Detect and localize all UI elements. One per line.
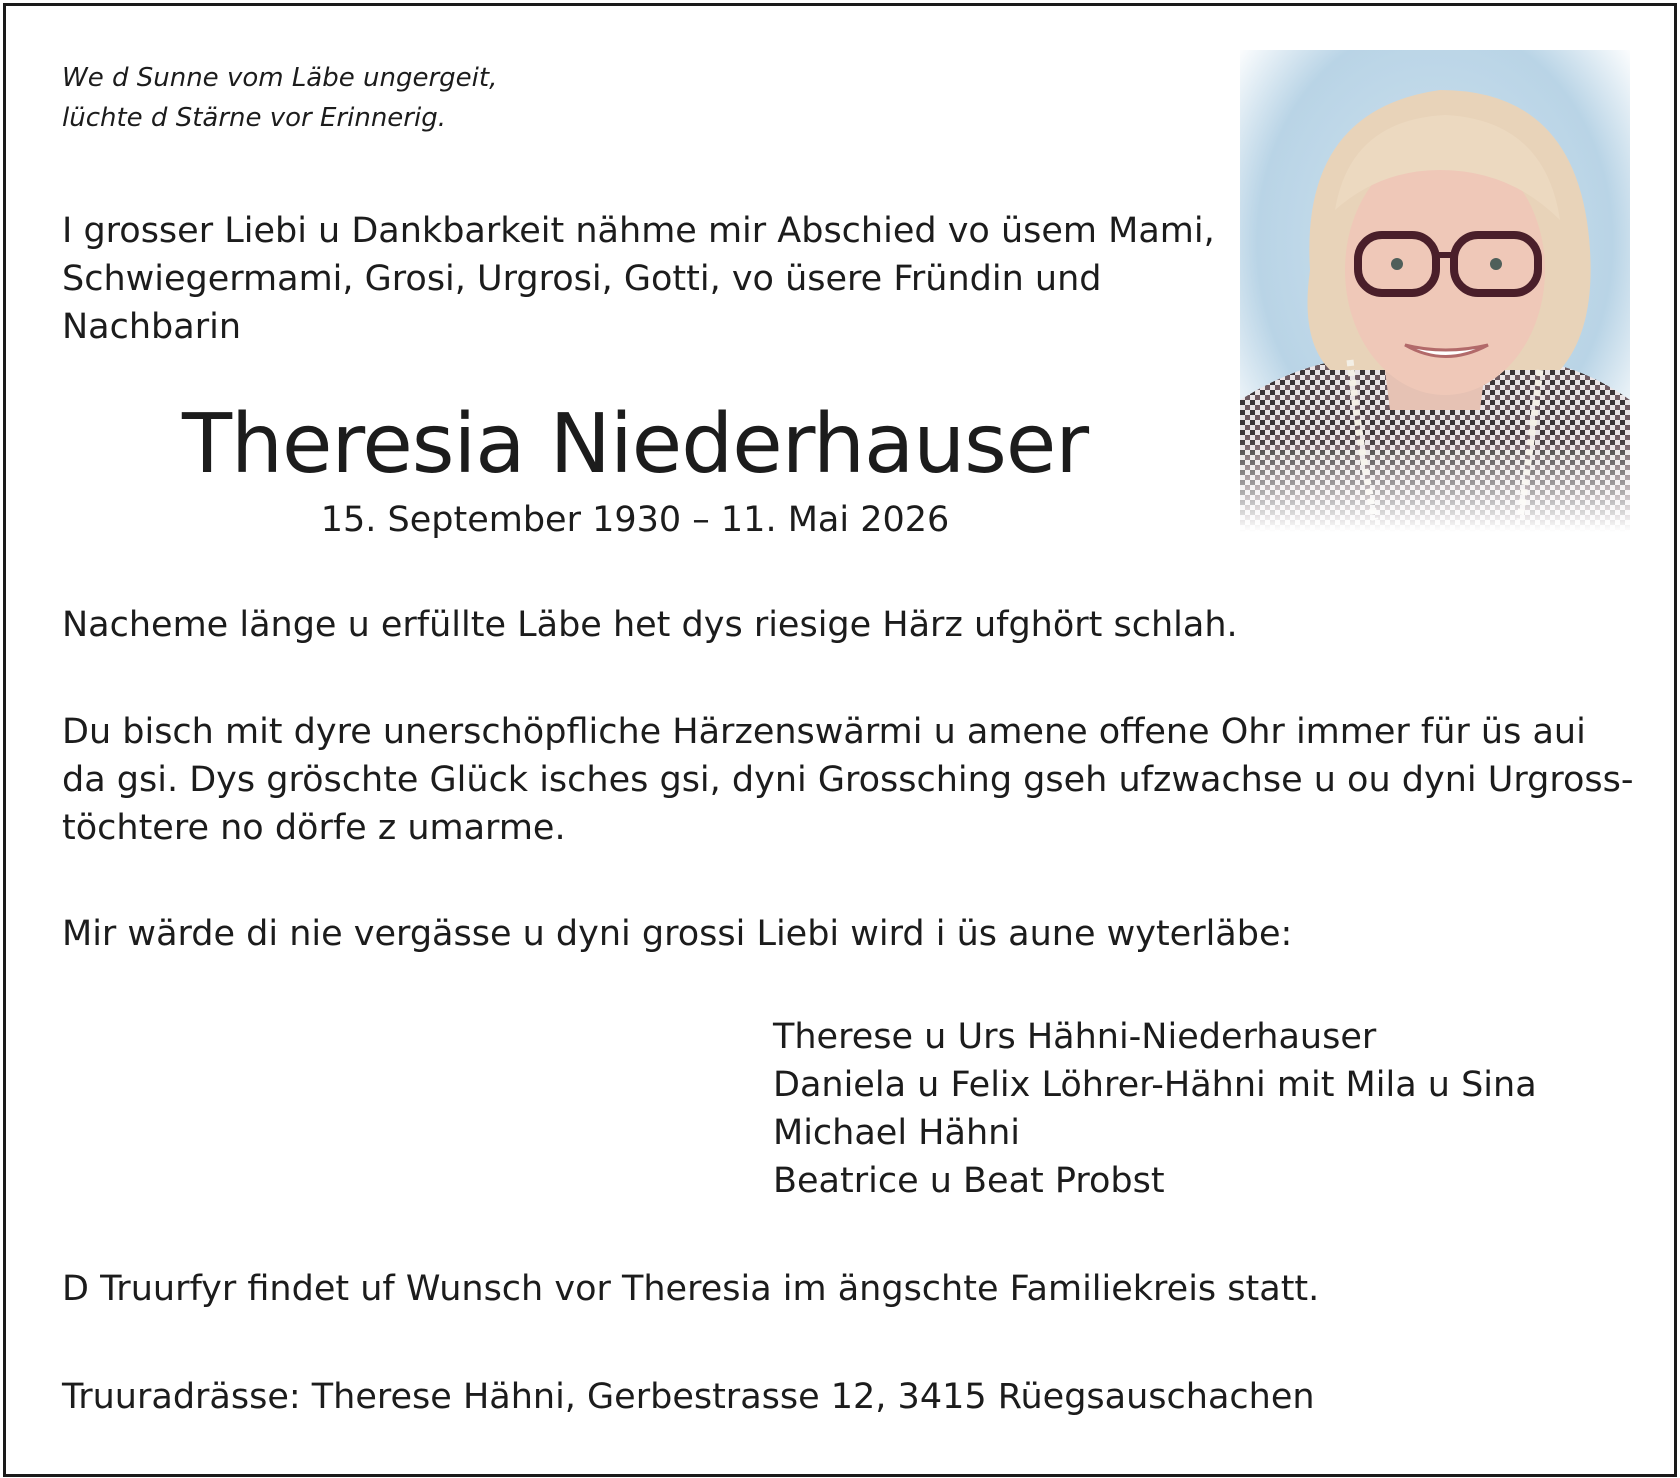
paragraph-remembrance: [62, 910, 1292, 958]
motto-line: We d Sunne vom Läbe ungergeit,: [62, 63, 498, 93]
paragraph-line: Mir wärde di nie vergässe u dyni grossi Liebi wird i üs aune wyterläbe:: [62, 914, 1293, 954]
intro-text: [62, 207, 1215, 351]
paragraph-line: Nacheme länge u erfüllte Läbe het dys riesige Härz ufghört schlah.: [62, 605, 1238, 645]
paragraph-line: Du bisch mit dyre unerschöpfliche Härzenswärmi u amene offene Ohr immer für üs aui: [62, 712, 1586, 752]
family-member: Beatrice u Beat Probst: [773, 1161, 1165, 1201]
paragraph-funeral: [62, 1265, 1319, 1313]
paragraph-line: Truuradrässe: Therese Hähni, Gerbestrasse 12, 3415 Rüegsauschachen: [62, 1377, 1315, 1417]
motto-line: lüchte d Stärne vor Erinnerig.: [62, 103, 446, 133]
motto-verse: [62, 58, 497, 138]
paragraph-line: da gsi. Dys gröschte Glück isches gsi, dyni Grossching gseh ufzwachse u ou dyni Urgross-: [62, 760, 1634, 800]
mourning-address: [62, 1373, 1315, 1421]
paragraph-tribute: [62, 708, 1633, 852]
family-member: Michael Hähni: [773, 1113, 1021, 1153]
paragraph-line: D Truurfyr findet uf Wunsch vor Theresia im ängschte Familiekreis statt.: [62, 1269, 1320, 1309]
life-dates: 15. September 1930 – 11. Mai 2026: [320, 500, 950, 540]
portrait-photo: [1240, 50, 1630, 532]
paragraph-line: töchtere no dörfe z umarme.: [62, 808, 566, 848]
family-member: Daniela u Felix Löhrer-Hähni mit Mila u Sina: [773, 1065, 1537, 1105]
intro-line: I grosser Liebi u Dankbarkeit nähme mir Abschied vo üsem Mami,: [62, 211, 1215, 251]
intro-line: Schwiegermami, Grosi, Urgrosi, Gotti, vo üsere Fründin und: [62, 259, 1102, 299]
intro-line: Nachbarin: [62, 307, 242, 347]
paragraph-passing: [62, 601, 1238, 649]
deceased-name: Theresia Niederhauser: [181, 397, 1089, 492]
family-list: [773, 1013, 1537, 1205]
family-member: Therese u Urs Hähni-Niederhauser: [773, 1017, 1377, 1057]
